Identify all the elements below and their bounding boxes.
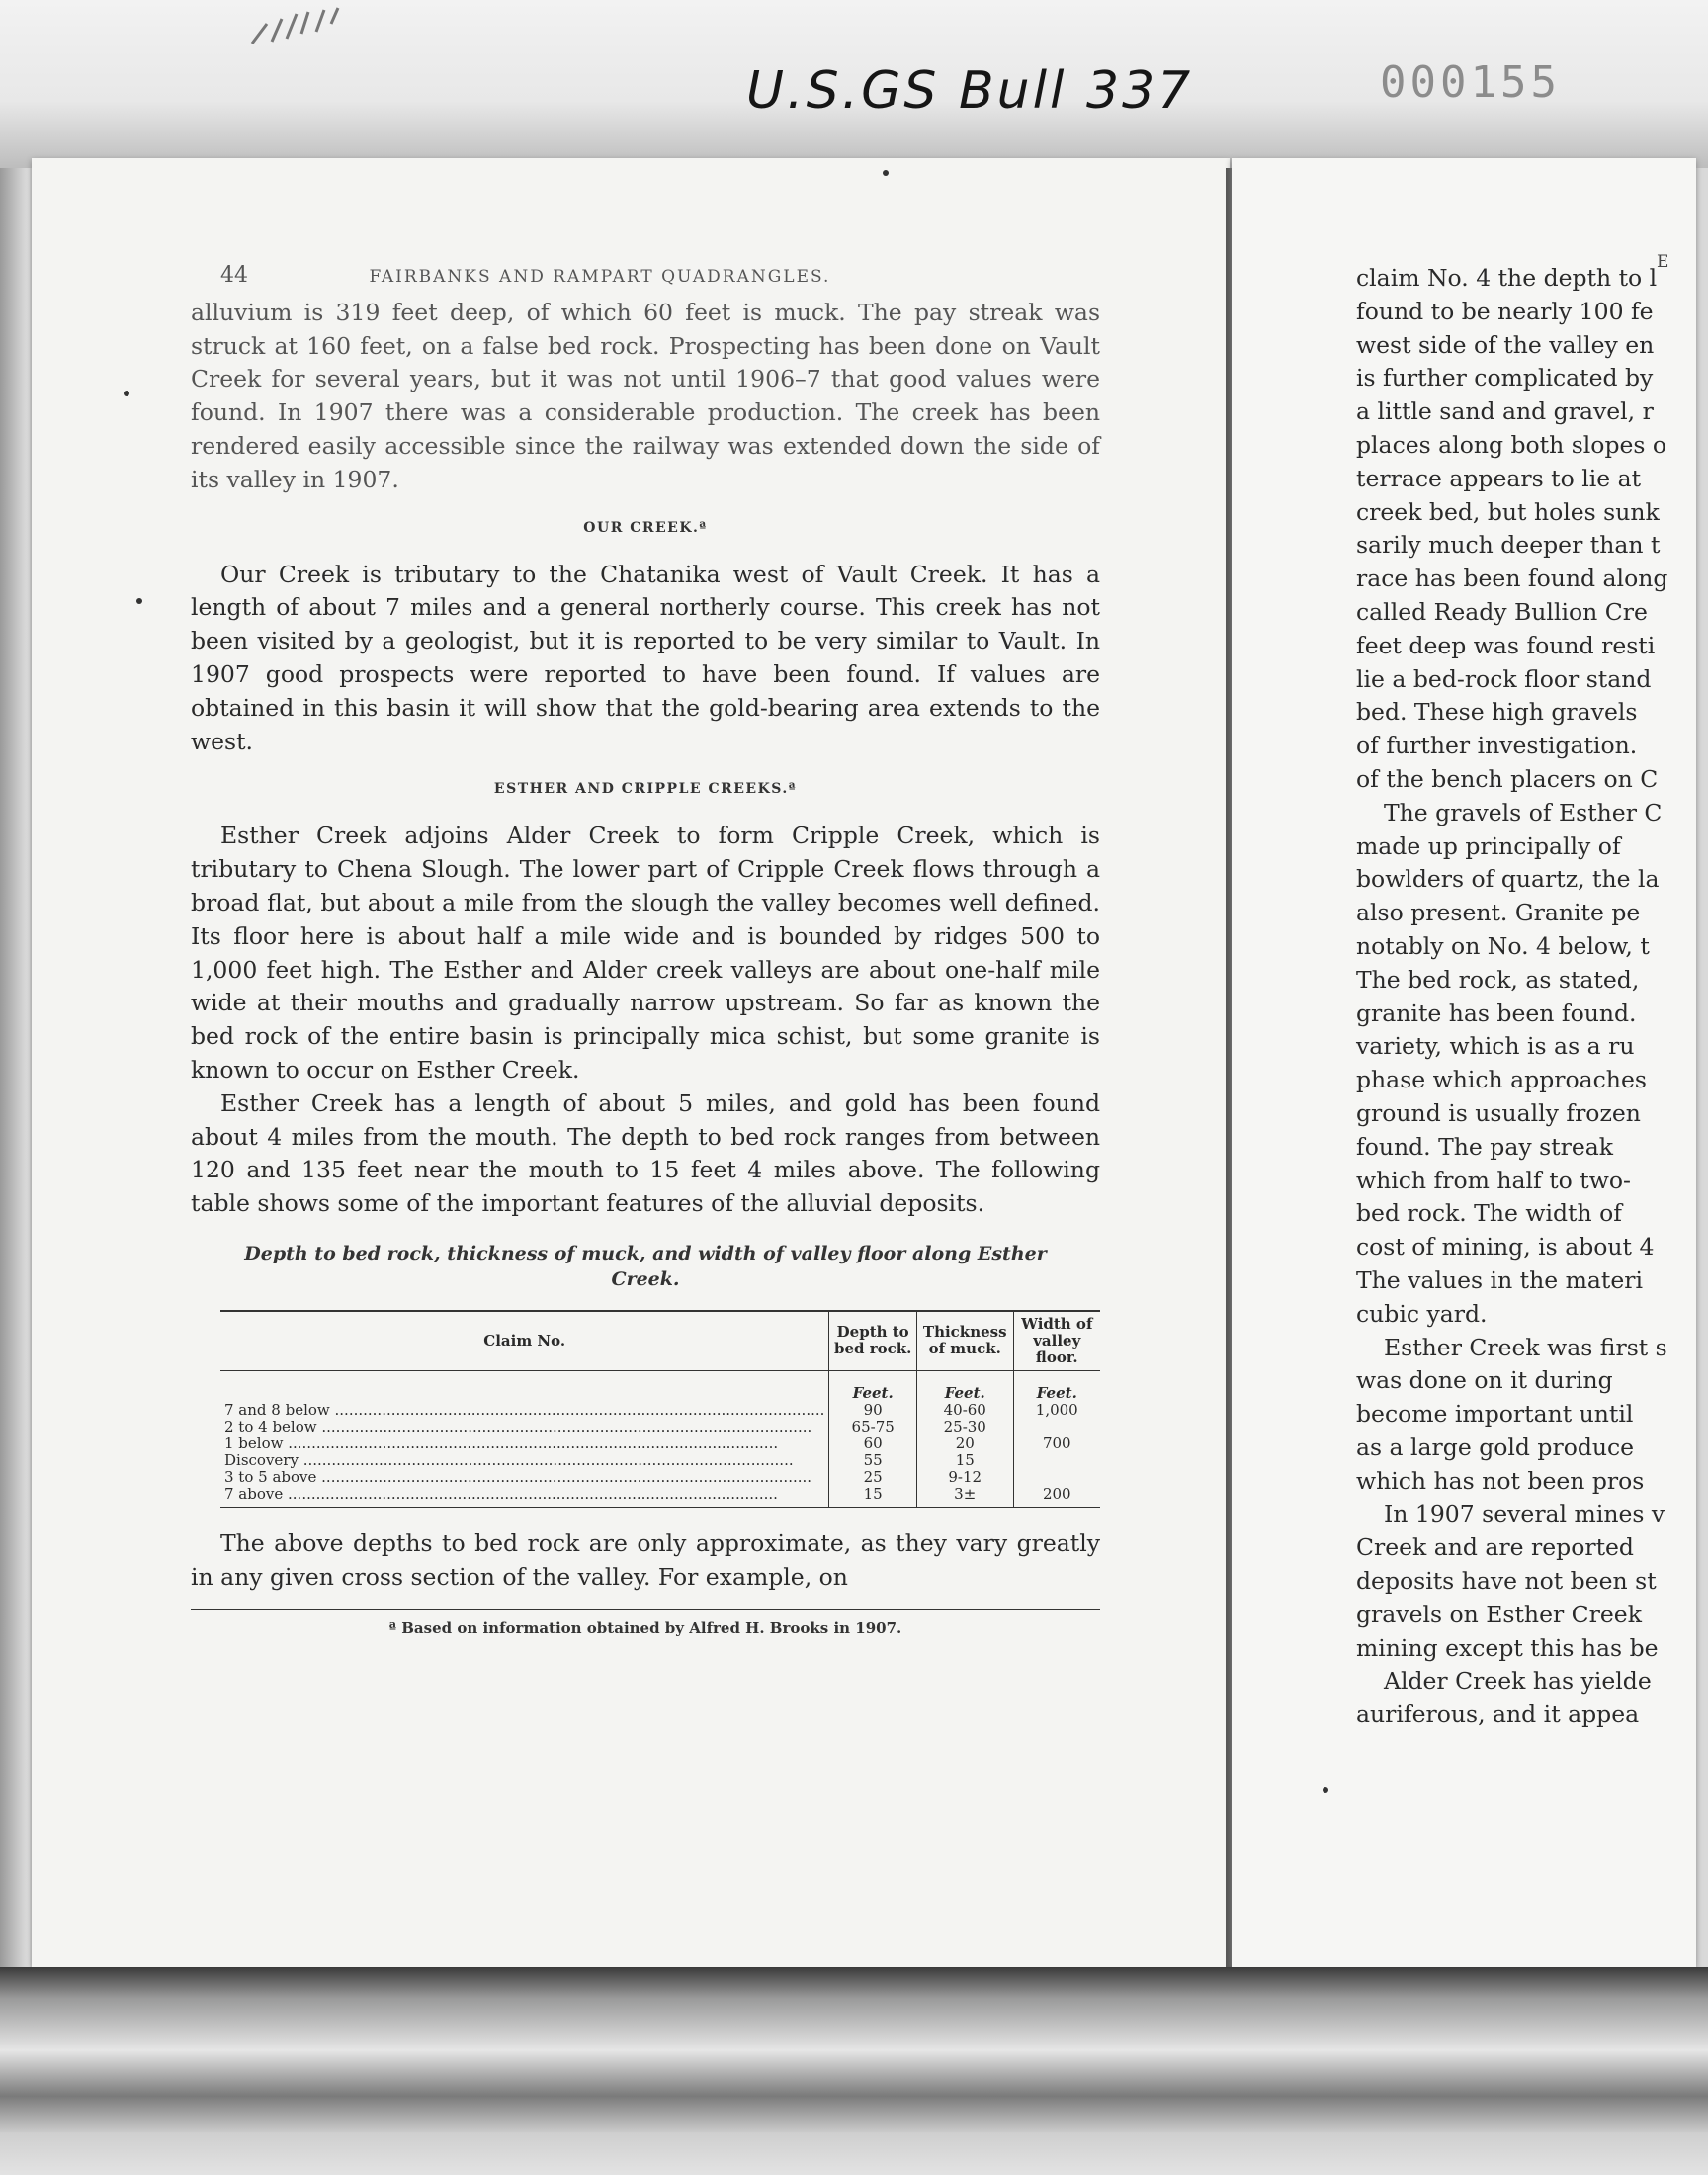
right-page-line: is further complicated by xyxy=(1356,364,1654,392)
heading-esther-cripple: ESTHER AND CRIPPLE CREEKS.ª xyxy=(493,781,798,798)
right-page-line: a little sand and gravel, r xyxy=(1356,397,1654,426)
column-header-claim: Claim No. xyxy=(220,1311,829,1371)
right-page-line: claim No. 4 the depth to l xyxy=(1356,264,1658,292)
ink-speck xyxy=(124,391,129,396)
right-page-line: bed rock. The width of xyxy=(1356,1199,1622,1228)
right-page-line: found. The pay streak xyxy=(1356,1132,1613,1161)
depth-cell: 60 xyxy=(829,1436,917,1452)
right-page-line: auriferous, and it appea xyxy=(1356,1700,1640,1729)
right-running-head: E xyxy=(1657,252,1669,272)
footnote: ª Based on information obtained by Alfred H. Brooks in 1907. xyxy=(388,1618,902,1637)
width-cell xyxy=(1013,1469,1100,1486)
claim-cell: 2 to 4 below ..... xyxy=(224,1419,824,1436)
right-page-line: Esther Creek was first s xyxy=(1384,1333,1667,1361)
ink-speck xyxy=(1323,1787,1328,1793)
scan-bottom-band xyxy=(0,1967,1708,2175)
right-page-line: notably on No. 4 below, t xyxy=(1356,931,1650,960)
right-page-line: creek bed, but holes sunk xyxy=(1356,497,1660,526)
depth-cell: 55 xyxy=(829,1452,917,1469)
right-page-line: bowlders of quartz, the la xyxy=(1356,865,1660,894)
page-number: 44 xyxy=(220,263,248,288)
right-page-line: bed. These high gravels xyxy=(1356,698,1638,727)
units-cell: Feet. xyxy=(829,1370,917,1402)
table-row xyxy=(220,1436,1100,1452)
right-page-line: Alder Creek has yielde xyxy=(1384,1667,1652,1696)
right-page-line: west side of the valley en xyxy=(1356,330,1655,359)
handwritten-reference: U.S.GS Bull 337 xyxy=(746,61,1194,121)
paragraph-our-creek: Our Creek is tributary to the Chatanika west of Vault Creek. It has a length of about 7 miles and a general northerly course. This creek has not been visited by a geologist, but it is reported to be very similar to Vault. In 1907 good prospects were reported to have been found. If values are obtained in this basin it will show that the gold-bearing area extends to the west. xyxy=(191,560,1100,755)
width-cell xyxy=(1013,1419,1100,1436)
muck-cell: 3± xyxy=(916,1486,1013,1508)
right-page-line: made up principally of xyxy=(1356,831,1621,860)
width-cell xyxy=(1013,1452,1100,1469)
right-page-line: Creek and are reported xyxy=(1356,1533,1634,1562)
table-row xyxy=(220,1469,1100,1486)
paragraph-vault-creek: alluvium is 319 feet deep, of which 60 feet is muck. The pay streak was struck at 160 feet, on a false bed rock. Prospecting has been done on Vault Creek for several years, but it was not until 1906–7 that good values were found. In 1907 there was a considerable production. The creek has been rendered easily accessible since the railway was extended down the side of its valley in 1907. xyxy=(191,298,1100,493)
right-page-line: cost of mining, is about 4 xyxy=(1356,1233,1655,1262)
right-page-line: lie a bed-rock floor stand xyxy=(1356,664,1652,693)
units-cell xyxy=(220,1370,829,1402)
right-page-line: mining except this has be xyxy=(1356,1633,1659,1662)
table-units-row xyxy=(220,1370,1100,1402)
right-page-line: of further investigation. xyxy=(1356,732,1638,760)
left-page-content xyxy=(191,259,1100,1638)
paragraph-esther-1: Esther Creek adjoins Alder Creek to form Cripple Creek, which is tributary to Chena Slough. The lower part of Cripple Creek flows through a broad flat, but about a mile from the slough the valley becomes well defined. Its floor here is about half a mile wide and is bounded by ridges 500 to 1,000 feet high. The Esther and Alder creek valleys are about one-half mile wide at their mouths and gradually narrow upstream. So far as known the bed rock of the entire basin is principally mica schist, but some granite is known to occur on Esther Creek. xyxy=(191,822,1100,1084)
right-page-line: which from half to two- xyxy=(1356,1166,1631,1194)
paragraph-after-table: The above depths to bed rock are only approximate, as they vary greatly in any given cross section of the valley. For example, on xyxy=(191,1528,1100,1591)
table-row xyxy=(220,1486,1100,1508)
depth-cell: 65-75 xyxy=(829,1419,917,1436)
muck-cell: 25-30 xyxy=(916,1419,1013,1436)
column-header-width: Width of valley floor. xyxy=(1013,1311,1100,1371)
right-page-line: become important until xyxy=(1356,1400,1634,1429)
right-page-line: of the bench placers on C xyxy=(1356,764,1659,793)
table-row xyxy=(220,1452,1100,1469)
right-page-line: race has been found along xyxy=(1356,565,1668,593)
column-header-depth: Depth to bed rock. xyxy=(829,1311,917,1371)
right-page-line: feet deep was found resti xyxy=(1356,631,1656,659)
depth-cell: 90 xyxy=(829,1402,917,1419)
table-caption: Depth to bed rock, thickness of muck, and width of valley floor along Esther Creek. xyxy=(244,1242,1047,1290)
claim-cell: 3 to 5 above ..... xyxy=(224,1469,824,1486)
right-page-line: phase which approaches xyxy=(1356,1066,1647,1094)
claim-cell: Discovery ..... xyxy=(224,1452,824,1469)
right-page-line: sarily much deeper than t xyxy=(1356,531,1661,560)
units-cell: Feet. xyxy=(1013,1370,1100,1402)
right-page-line: The gravels of Esther C xyxy=(1384,798,1663,826)
right-page-line: terrace appears to lie at xyxy=(1356,464,1642,492)
right-page-line: variety, which is as a ru xyxy=(1356,1032,1635,1061)
claim-cell: 1 below ..... xyxy=(224,1436,824,1452)
width-cell: 1,000 xyxy=(1013,1402,1100,1419)
width-cell: 700 xyxy=(1013,1436,1100,1452)
table-row xyxy=(220,1402,1100,1419)
footnote-rule xyxy=(191,1609,1100,1610)
muck-cell: 20 xyxy=(916,1436,1013,1452)
table-row xyxy=(220,1419,1100,1436)
right-page-line: as a large gold produce xyxy=(1356,1433,1635,1461)
right-page-line: In 1907 several mines v xyxy=(1384,1500,1665,1528)
right-page-line: was done on it during xyxy=(1356,1366,1613,1395)
right-page-line: found to be nearly 100 fe xyxy=(1356,297,1654,325)
right-page-line: The bed rock, as stated, xyxy=(1356,965,1640,994)
right-page-line: The values in the materi xyxy=(1356,1265,1644,1294)
right-page-line: places along both slopes o xyxy=(1356,430,1667,459)
right-page-line: gravels on Esther Creek xyxy=(1356,1600,1642,1628)
right-page-text xyxy=(1356,262,1696,1732)
claim-cell: 7 and 8 below ..... xyxy=(224,1402,824,1419)
right-page-line: deposits have not been st xyxy=(1356,1567,1657,1596)
scan-left-edge xyxy=(0,0,30,2175)
units-cell: Feet. xyxy=(916,1370,1013,1402)
heading-our-creek: OUR CREEK.ª xyxy=(583,519,708,536)
claim-cell: 7 above ..... xyxy=(224,1486,824,1503)
ink-speck xyxy=(883,170,889,176)
paragraph-esther-2: Esther Creek has a length of about 5 miles, and gold has been found about 4 miles from the mouth. The depth to bed rock ranges from between 120 and 135 feet near the mouth to 15 feet 4 miles above. The following table shows some of the important features of the alluvial deposits. xyxy=(191,1088,1100,1218)
muck-cell: 15 xyxy=(916,1452,1013,1469)
esther-creek-table xyxy=(220,1310,1100,1508)
right-page xyxy=(1232,158,1696,1967)
muck-cell: 9-12 xyxy=(916,1469,1013,1486)
right-page-line: granite has been found. xyxy=(1356,999,1637,1027)
depth-cell: 15 xyxy=(829,1486,917,1508)
right-page-line: which has not been pros xyxy=(1356,1466,1645,1495)
right-page-line: ground is usually frozen xyxy=(1356,1098,1641,1127)
page-stamp-number: 000155 xyxy=(1380,57,1561,108)
right-page-line: called Ready Bullion Cre xyxy=(1356,597,1648,626)
margin-scribble xyxy=(247,4,415,53)
running-title: FAIRBANKS AND RAMPART QUADRANGLES. xyxy=(369,267,831,287)
width-cell: 200 xyxy=(1013,1486,1100,1508)
right-page-line: also present. Granite pe xyxy=(1356,899,1641,927)
ink-speck xyxy=(136,598,142,604)
column-header-muck: Thickness of muck. xyxy=(916,1311,1013,1371)
depth-cell: 25 xyxy=(829,1469,917,1486)
right-page-line: cubic yard. xyxy=(1356,1299,1488,1328)
muck-cell: 40-60 xyxy=(916,1402,1013,1419)
running-head xyxy=(191,259,1100,295)
